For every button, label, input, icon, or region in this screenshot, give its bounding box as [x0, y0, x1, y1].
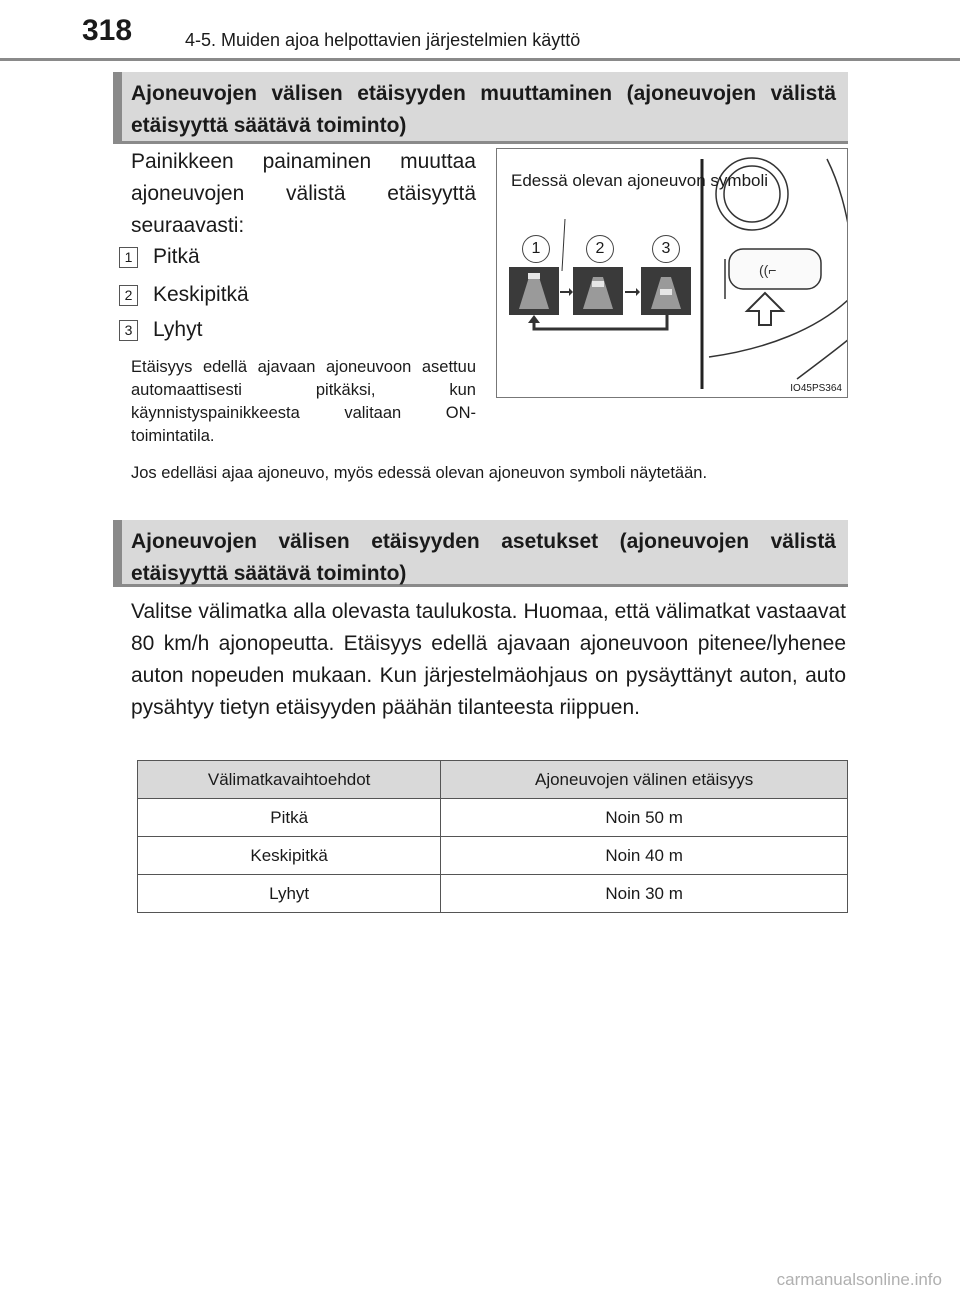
table-cell: Noin 40 m	[441, 837, 848, 875]
section-heading-1	[113, 72, 848, 144]
table-row	[138, 799, 848, 837]
chapter-title: 4-5. Muiden ajoa helpottavien järjestelmien käyttö	[185, 30, 581, 50]
item-label: Lyhyt	[153, 318, 203, 341]
return-arrow-icon	[528, 315, 667, 329]
item-number: 3	[119, 320, 138, 341]
figure-caption: Edessä olevan ajoneuvon symboli	[511, 171, 769, 190]
figure-number-2: 2	[586, 235, 614, 263]
section-heading-text: Ajoneuvojen välisen etäisyyden asetukset (ajoneuvojen välistä etäisyyttä säätävä toiminto)	[131, 530, 836, 585]
arrow-right-icon	[560, 288, 573, 296]
figure-id: IO45PS364	[790, 383, 842, 394]
table-header-row	[138, 761, 848, 799]
note-front-vehicle-symbol: Jos edelläsi ajaa ajoneuvo, myös edessä olevan ajoneuvon symboli näytetään.	[131, 464, 708, 482]
table-cell: Noin 30 m	[441, 875, 848, 913]
heading-accent-bar	[113, 520, 122, 584]
table-header-cell: Välimatkavaihtoehdot	[138, 761, 441, 799]
distance-table	[137, 760, 848, 913]
press-arrow-icon	[747, 293, 783, 325]
figure-number-3: 3	[652, 235, 680, 263]
section-heading-text: Ajoneuvojen välisen etäisyyden muuttaminen (ajoneuvojen välistä etäisyyttä säätävä toiminto)	[131, 82, 836, 137]
heading-accent-bar	[113, 72, 122, 141]
figure-distance-button	[496, 148, 848, 398]
distance-button-icon: ((⌐	[759, 262, 777, 278]
display-screen-2	[573, 267, 623, 315]
note-auto-distance: Etäisyys edellä ajavaan ajoneuvoon asettuu automaattisesti pitkäksi, kun käynnistyspainikkeesta valitaan ON-toimintatila.	[131, 358, 476, 445]
table-header-cell: Ajoneuvojen välinen etäisyys	[441, 761, 848, 799]
section-heading-2	[113, 520, 848, 587]
table-cell: Keskipitkä	[138, 837, 441, 875]
display-screen-1	[509, 267, 559, 315]
table-row	[138, 837, 848, 875]
table-row	[138, 875, 848, 913]
table-cell: Pitkä	[138, 799, 441, 837]
header-rule	[0, 58, 960, 61]
item-label: Pitkä	[153, 245, 200, 268]
watermark: carmanualsonline.info	[776, 1270, 942, 1289]
display-screen-3	[641, 267, 691, 315]
body-paragraph: Valitse välimatka alla olevasta taulukosta. Huomaa, että välimatkat vastaavat 80 km/h ajonopeutta. Etäisyys edellä ajavaan ajoneuvoon pitenee/lyhenee auton nopeuden mukaan. Kun järjestelmäohjaus on pysäyttänyt auton, auto pysähtyy tietyn etäisyyden päähän tilanteesta riippuen.	[131, 600, 846, 719]
list-item	[119, 318, 202, 342]
figure-number-1: 1	[522, 235, 550, 263]
list-item	[119, 245, 200, 269]
intro-text: Painikkeen painaminen muuttaa ajoneuvojen välistä etäisyyttä seuraavasti:	[131, 150, 476, 237]
item-number: 1	[119, 247, 138, 268]
arrow-right-icon	[625, 288, 640, 296]
table-cell: Noin 50 m	[441, 799, 848, 837]
table-cell: Lyhyt	[138, 875, 441, 913]
list-item	[119, 283, 249, 307]
item-label: Keskipitkä	[153, 283, 249, 306]
page-number: 318	[82, 14, 133, 47]
item-number: 2	[119, 285, 138, 306]
